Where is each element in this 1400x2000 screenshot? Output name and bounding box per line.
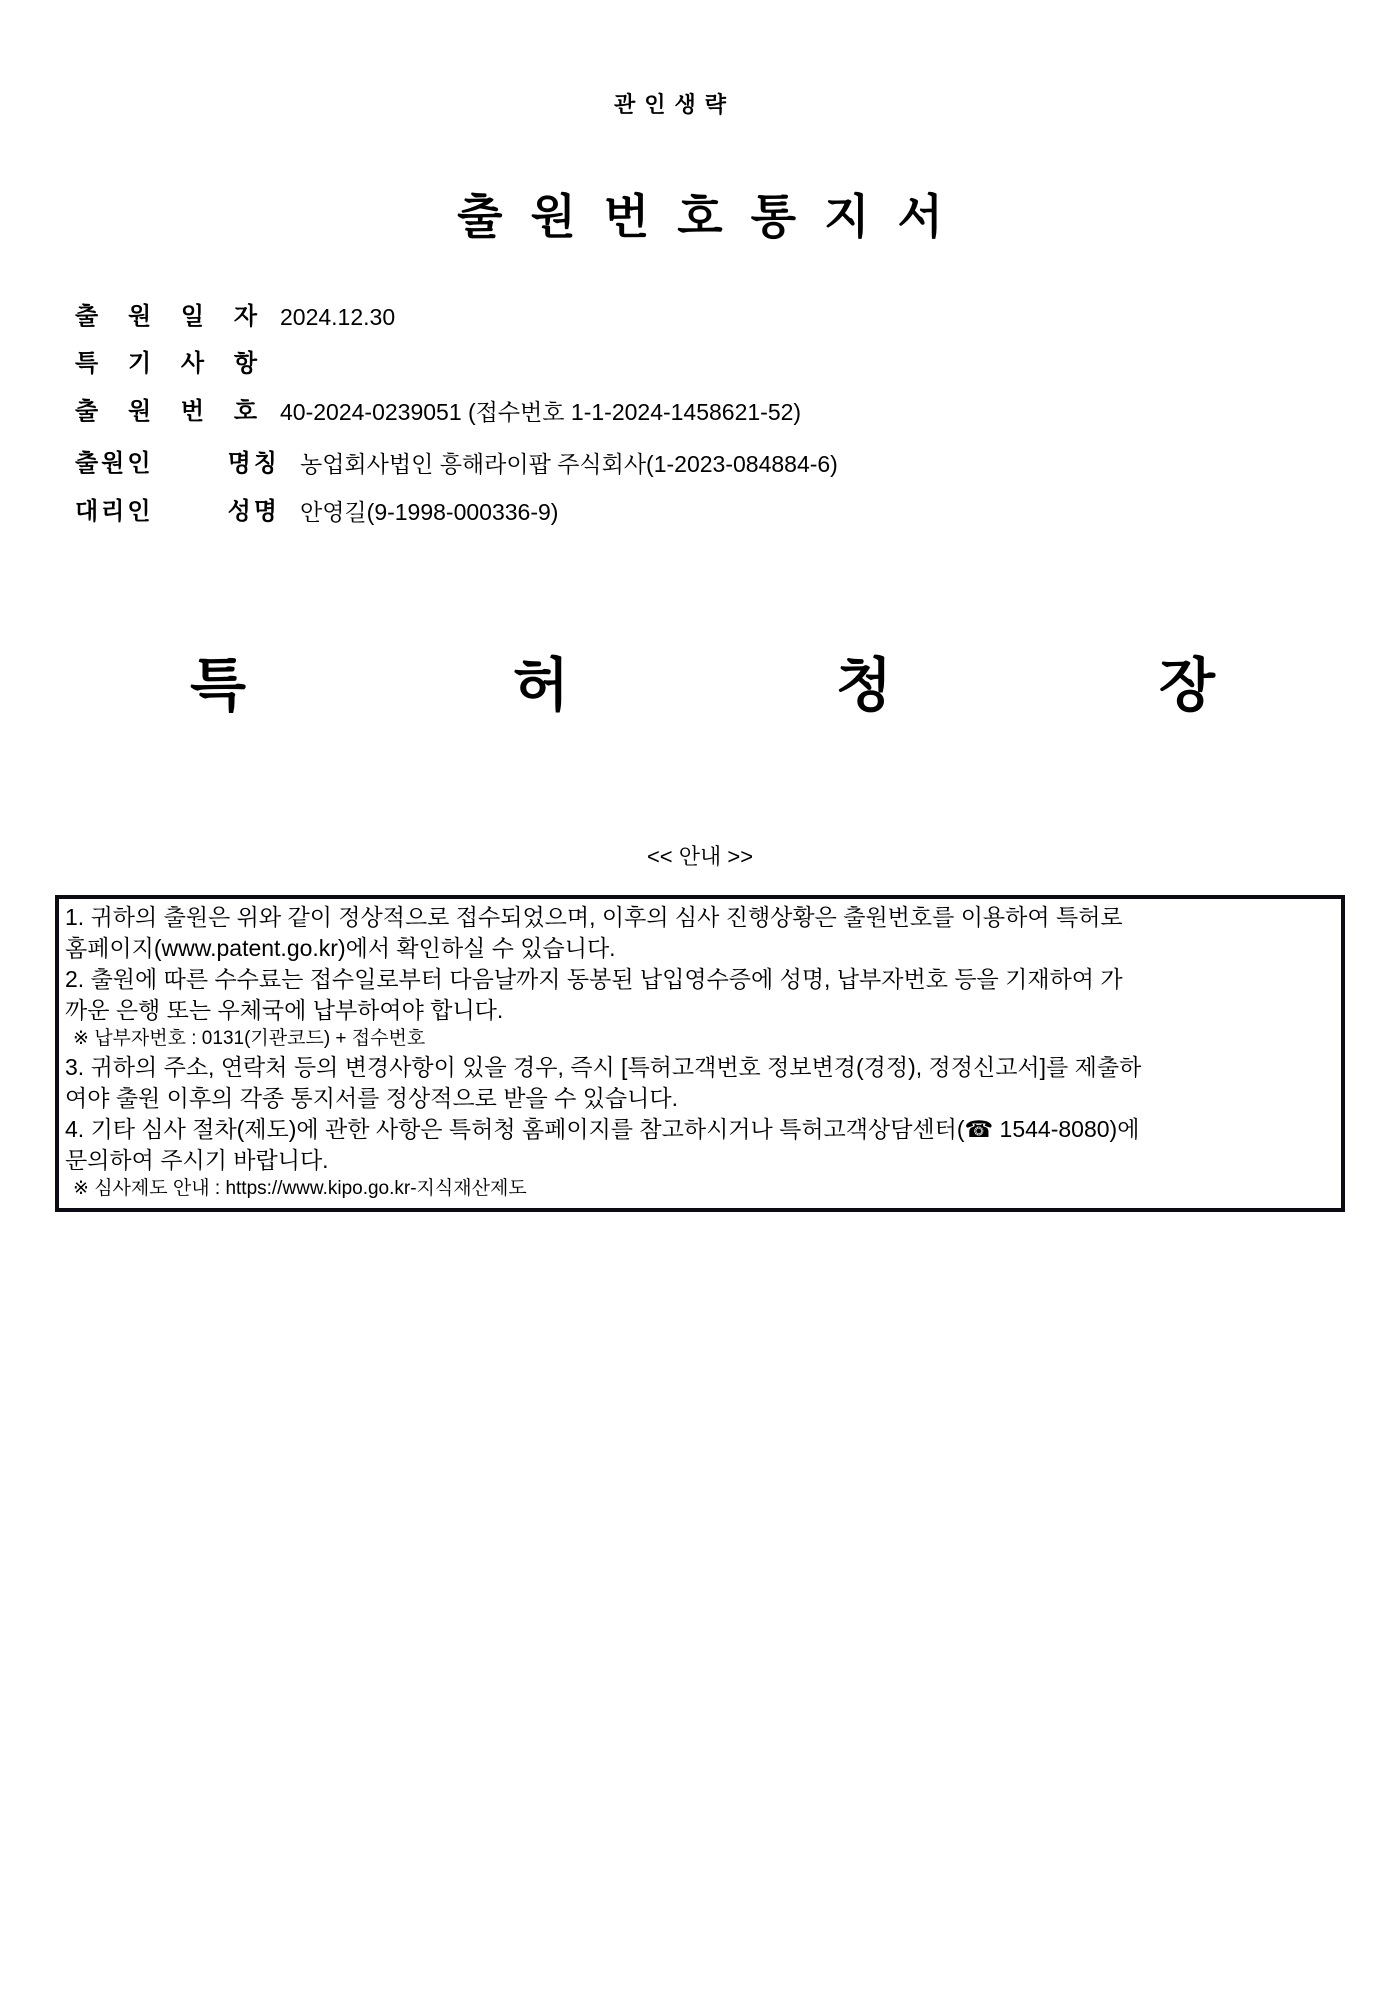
notice-line-5: 3. 귀하의 주소, 연락처 등의 변경사항이 있을 경우, 즉시 [특허고객번호 정보변경(경정), 정정신고서]를 제출하	[65, 1054, 1142, 1080]
document-title: 출원번호통지서	[457, 190, 971, 243]
notice-line-7: 4. 기타 심사 절차(제도)에 관한 사항은 특허청 홈페이지를 참고하시거나 특허고객상담센터(☎ 1544-8080)에	[65, 1116, 1140, 1142]
notice-heading: << 안내 >>	[646, 844, 754, 869]
applicant-name-label: 출원인 명칭	[75, 450, 280, 477]
agent-name-value: 안영길(9-1998-000336-9)	[300, 499, 559, 525]
seal-omitted-note: 관인생략	[613, 92, 736, 117]
agent-name-label: 대리인 성명	[75, 498, 280, 525]
filing-date-value: 2024.12.30	[280, 304, 396, 330]
notice-line-4: 까운 은행 또는 우체국에 납부하여야 합니다.	[65, 997, 504, 1023]
applicant-name-value: 농업회사법인 흥해라이팝 주식회사(1-2023-084884-6)	[300, 451, 838, 477]
notice-line-6: 여야 출원 이후의 각종 통지서를 정상적으로 받을 수 있습니다.	[65, 1085, 678, 1111]
notice-line-exam-guide: ※ 심사제도 안내 : https://www.kipo.go.kr-지식재산제도	[73, 1178, 527, 1199]
application-number-label: 출 원 번 호	[75, 398, 260, 425]
field-row-special-notes	[75, 349, 280, 379]
filing-date-label: 출 원 일 자	[75, 303, 260, 330]
field-row-agent-name	[75, 497, 558, 527]
notice-line-payer-number: ※ 납부자번호 : 0131(기관코드) + 접수번호	[73, 1028, 426, 1049]
notice-line-8: 문의하여 주시기 바랍니다.	[65, 1147, 329, 1173]
field-row-filing-date	[75, 302, 395, 332]
notice-line-3: 2. 출원에 따른 수수료는 접수일로부터 다음날까지 동봉된 납입영수증에 성명, 납부자번호 등을 기재하여 가	[65, 966, 1123, 992]
special-notes-label: 특 기 사 항	[75, 350, 260, 377]
application-number-value: 40-2024-0239051 (접수번호 1-1-2024-1458621-52)	[280, 399, 802, 425]
notice-line-1: 1. 귀하의 출원은 위와 같이 정상적으로 접수되었으며, 이후의 심사 진행상황은 출원번호를 이용하여 특허로	[65, 904, 1123, 930]
commissioner-of-kipo-title: 특 허 청 장	[190, 653, 1215, 718]
field-row-application-number	[75, 397, 801, 427]
field-row-applicant-name	[75, 449, 838, 479]
notice-box	[55, 895, 1345, 1212]
notice-line-2: 홈페이지(www.patent.go.kr)에서 확인하실 수 있습니다.	[65, 935, 616, 961]
